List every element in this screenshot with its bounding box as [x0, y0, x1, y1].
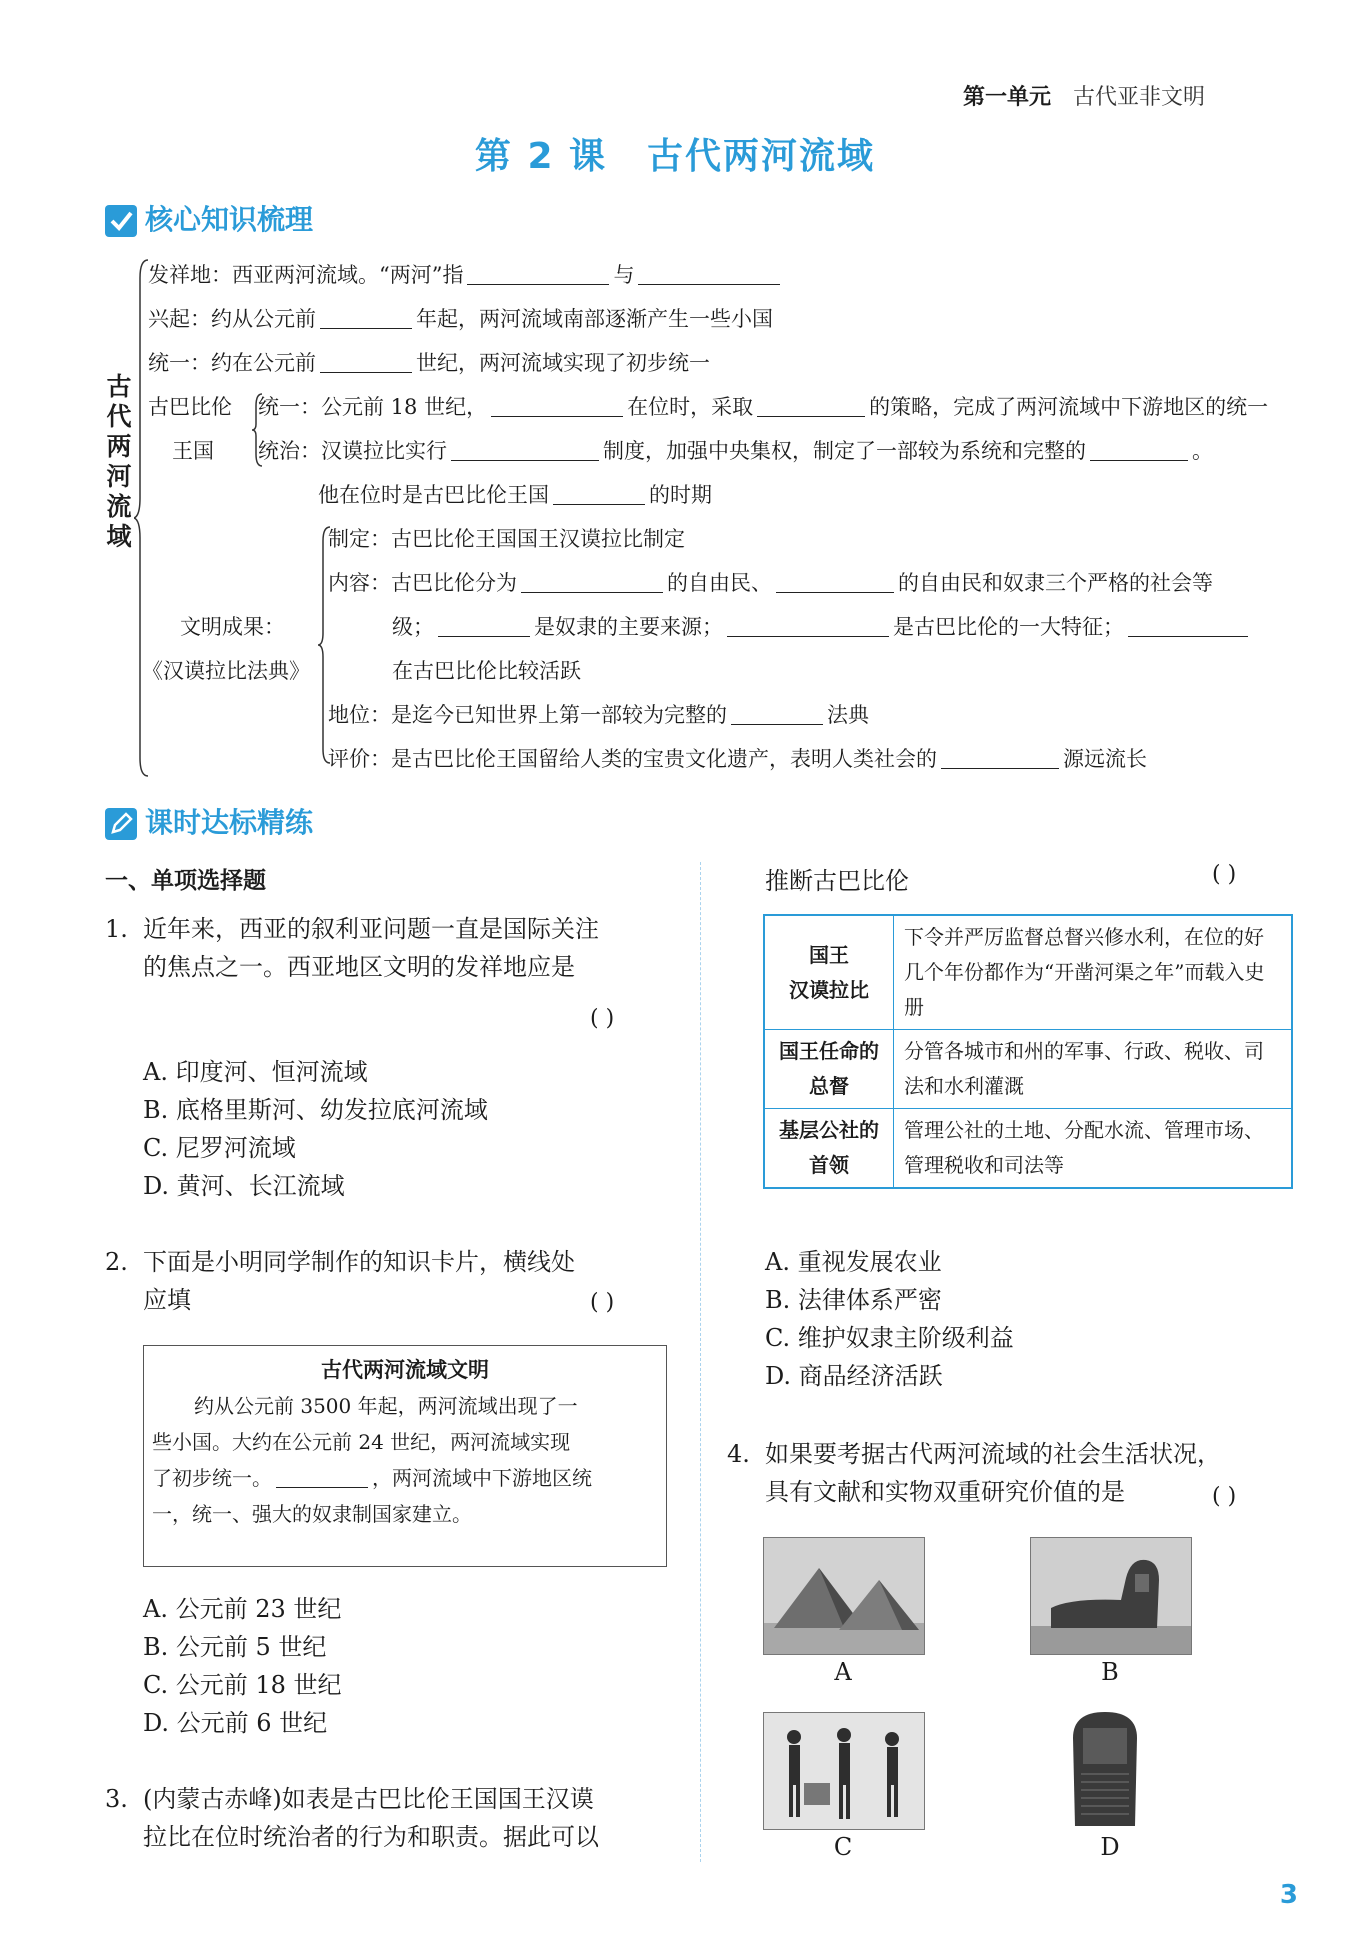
- q3-option-a[interactable]: A. 重视发展农业: [765, 1248, 942, 1276]
- outline-text: 级；: [392, 615, 434, 639]
- q4-line: 如果要考据古代两河流域的社会生活状况，: [765, 1440, 1221, 1468]
- q1-line: 的焦点之一。西亚地区文明的发祥地应是: [143, 953, 575, 981]
- label-line: 总督: [809, 1074, 849, 1098]
- table-cell-label: [764, 1030, 894, 1109]
- blank: [451, 438, 599, 461]
- outline-text: 的自由民和奴隶三个严格的社会等: [898, 571, 1213, 595]
- label-line: 国王任命的: [779, 1039, 879, 1063]
- label-line: 首领: [809, 1153, 849, 1177]
- blank: [776, 570, 894, 593]
- card-line: 一，统一、强大的奴隶制国家建立。: [152, 1502, 472, 1526]
- blank: [1090, 438, 1188, 461]
- q1-answer-paren[interactable]: ( ): [590, 1006, 615, 1031]
- blank: [727, 614, 889, 637]
- section-knowledge-title: 核心知识梳理: [145, 203, 314, 236]
- table-cell-label: [764, 1109, 894, 1189]
- label-line: 汉谟拉比: [789, 977, 869, 1002]
- card-text: 了初步统一。: [152, 1466, 272, 1490]
- outline-text: 是古巴比伦的一大特征；: [893, 615, 1124, 639]
- outline-text: 兴起：约从公元前: [148, 307, 316, 331]
- egyptian-mural-photo-icon[interactable]: [763, 1712, 925, 1830]
- outline-text: 制度，加强中央集权，制定了一部较为系统和完整的: [603, 439, 1086, 463]
- q4-line: 具有文献和实物双重研究价值的是: [765, 1478, 1125, 1506]
- checkbox-icon: [105, 205, 137, 237]
- outline-line-code-content-3: 在古巴比伦比较活跃: [392, 659, 581, 683]
- section-practice-heading: [105, 803, 313, 843]
- blank: [553, 482, 645, 505]
- q3-option-b[interactable]: B. 法律体系严密: [765, 1286, 942, 1314]
- column-divider: [700, 862, 701, 1862]
- q3-line: (内蒙古赤峰)如表是古巴比伦王国国王汉谟: [143, 1785, 594, 1813]
- outline-text: 的策略，完成了两河流域中下游地区的统一: [869, 395, 1269, 419]
- babylon-label-1: 古巴比伦: [148, 395, 232, 419]
- q3-option-d[interactable]: D. 商品经济活跃: [765, 1362, 943, 1390]
- unit-number: 第一单元: [962, 85, 1051, 110]
- q1-stem: [143, 910, 673, 986]
- q1-options: [143, 1053, 488, 1205]
- q3-options: [765, 1243, 1014, 1395]
- q2-knowledge-card: [143, 1345, 667, 1567]
- civ-label-2: 《汉谟拉比法典》: [142, 659, 310, 683]
- blank: [438, 614, 530, 637]
- table-row: [764, 1030, 1292, 1109]
- q2-number: 2.: [105, 1248, 128, 1276]
- table-cell-text: 分管各城市和州的军事、行政、税收、司法和水利灌溉: [894, 1030, 1293, 1109]
- q2-line: 应填: [143, 1286, 191, 1314]
- q1-option-d[interactable]: D. 黄河、长江流域: [143, 1172, 345, 1200]
- q3-stem: [143, 1780, 683, 1856]
- q2-option-a[interactable]: A. 公元前 23 世纪: [143, 1595, 342, 1623]
- outline-text: 是奴隶的主要来源；: [534, 615, 723, 639]
- blank: [521, 570, 663, 593]
- table-cell-text: 管理公社的土地、分配水流、管理市场、管理税收和司法等: [894, 1109, 1293, 1189]
- sphinx-photo-icon[interactable]: [1030, 1537, 1192, 1655]
- outline-line-unify: [148, 341, 710, 385]
- card-line: 约从公元前 3500 年起，两河流域出现了一: [194, 1394, 578, 1418]
- label-line: 国王: [809, 942, 849, 967]
- blank: [941, 746, 1059, 769]
- pyramids-photo-icon[interactable]: [763, 1537, 925, 1655]
- lesson-number: 第 2 课: [474, 136, 608, 177]
- outline-text: 地位：是迄今已知世界上第一部较为完整的: [328, 703, 727, 727]
- q1-option-a[interactable]: A. 印度河、恒河流域: [143, 1058, 368, 1086]
- running-header: [963, 80, 1205, 111]
- outline-text: 统一：公元前 18 世纪，: [258, 395, 488, 419]
- blank: [320, 306, 412, 329]
- outline-line-code-status: [328, 693, 869, 737]
- part-title: 一、单项选择题: [105, 868, 266, 894]
- outline-text: 的自由民、: [667, 571, 772, 595]
- lesson-title: [0, 128, 1350, 179]
- section-practice-title: 课时达标精练: [145, 806, 314, 839]
- pencil-icon: [105, 808, 137, 840]
- image-label-d: D: [1100, 1833, 1120, 1861]
- outline-root-text: 古 代 两 河 流 域: [106, 372, 132, 551]
- outline-line-babylon-peak: [318, 473, 712, 517]
- outline-text: 统一：约在公元前: [148, 351, 316, 375]
- q2-option-b[interactable]: B. 公元前 5 世纪: [143, 1633, 327, 1661]
- card-text: ，两河流域中下游地区统: [372, 1466, 592, 1490]
- blank: [638, 262, 780, 285]
- outline-text: 在位时，采取: [627, 395, 754, 419]
- outline-line-code-made: 制定：古巴比伦王国国王汉谟拉比制定: [328, 527, 685, 551]
- blank: [731, 702, 823, 725]
- q3-number: 3.: [105, 1785, 128, 1813]
- q3-table: [763, 914, 1293, 1189]
- q4-number: 4.: [727, 1440, 750, 1468]
- blank: [467, 262, 609, 285]
- unit-title: 古代亚非文明: [1072, 85, 1205, 110]
- q1-option-c[interactable]: C. 尼罗河流域: [143, 1134, 296, 1162]
- blank: [757, 394, 865, 417]
- card-line: [152, 1460, 658, 1496]
- q4-answer-paren[interactable]: ( ): [1212, 1484, 1237, 1509]
- outline-text: 内容：古巴比伦分为: [328, 571, 517, 595]
- q3-answer-paren[interactable]: ( ): [1212, 862, 1237, 887]
- outline-line-rise: [148, 297, 773, 341]
- q2-options: [143, 1590, 342, 1742]
- q2-line: 下面是小明同学制作的知识卡片，横线处: [143, 1248, 575, 1276]
- q1-option-b[interactable]: B. 底格里斯河、幼发拉底河流域: [143, 1096, 488, 1124]
- image-label-b: B: [1101, 1658, 1119, 1686]
- outline-text: 发祥地：西亚两河流域。“两河”指: [148, 263, 464, 287]
- q3-line: 拉比在位时统治者的行为和职责。据此可以: [143, 1823, 599, 1851]
- outline-root-label: [104, 372, 134, 552]
- section-knowledge-heading: [105, 200, 313, 240]
- page-number: 3: [1279, 1880, 1298, 1910]
- q2-option-c[interactable]: C. 公元前 18 世纪: [143, 1671, 342, 1699]
- outline-line-code-eval: [328, 737, 1147, 781]
- outline-text: 年起，两河流域南部逐渐产生一些小国: [416, 307, 773, 331]
- q1-line: 近年来，西亚的叙利亚问题一直是国际关注: [143, 915, 599, 943]
- civ-label-1: 文明成果：: [180, 615, 285, 639]
- table-cell-label: [764, 915, 894, 1030]
- outline-text: 法典: [827, 703, 869, 727]
- table-row: [764, 915, 1292, 1030]
- q3-stem-continued: 推断古巴比伦: [765, 867, 909, 895]
- outline-line-babylon-rule: [258, 429, 1213, 473]
- blank: [320, 350, 412, 373]
- outline-text: 评价：是古巴比伦王国留给人类的宝贵文化遗产，表明人类社会的: [328, 747, 937, 771]
- outline-line-code-content: [328, 561, 1213, 605]
- q2-option-d[interactable]: D. 公元前 6 世纪: [143, 1709, 328, 1737]
- outline-text: 源远流长: [1063, 747, 1147, 771]
- outline-line-babylon-unify: [258, 385, 1268, 429]
- q1-number: 1.: [105, 915, 128, 943]
- image-label-c: C: [833, 1833, 853, 1861]
- image-label-a: A: [834, 1658, 852, 1686]
- outline-line-code-content-2: [392, 605, 1252, 649]
- babylon-label-2: 王国: [172, 439, 214, 463]
- blank: [276, 1467, 368, 1488]
- label-line: 基层公社的: [779, 1118, 879, 1142]
- outline-text: 的时期: [649, 483, 712, 507]
- blank: [1128, 614, 1248, 637]
- outline-text: 世纪，两河流域实现了初步统一: [416, 351, 710, 375]
- table-cell-text: 下令并严厉监督总督兴修水利，在位的好几个年份都作为“开凿河渠之年”而载入史册: [894, 915, 1293, 1030]
- outline-line-origin: [148, 253, 784, 297]
- hammurabi-stele-photo-icon[interactable]: [1055, 1708, 1155, 1828]
- outline-text: 他在位时是古巴比伦王国: [318, 483, 549, 507]
- q2-answer-paren[interactable]: ( ): [590, 1290, 615, 1315]
- outline-text: 统治：汉谟拉比实行: [258, 439, 447, 463]
- outline-text: 。: [1192, 439, 1213, 463]
- outline-text: 与: [613, 263, 635, 287]
- card-line: 些小国。大约在公元前 24 世纪，两河流域实现: [152, 1430, 571, 1454]
- card-title: 古代两河流域文明: [321, 1358, 489, 1382]
- table-row: [764, 1109, 1292, 1189]
- lesson-name: 古代两河流域: [647, 136, 876, 177]
- q3-option-c[interactable]: C. 维护奴隶主阶级利益: [765, 1324, 1014, 1352]
- blank: [491, 394, 623, 417]
